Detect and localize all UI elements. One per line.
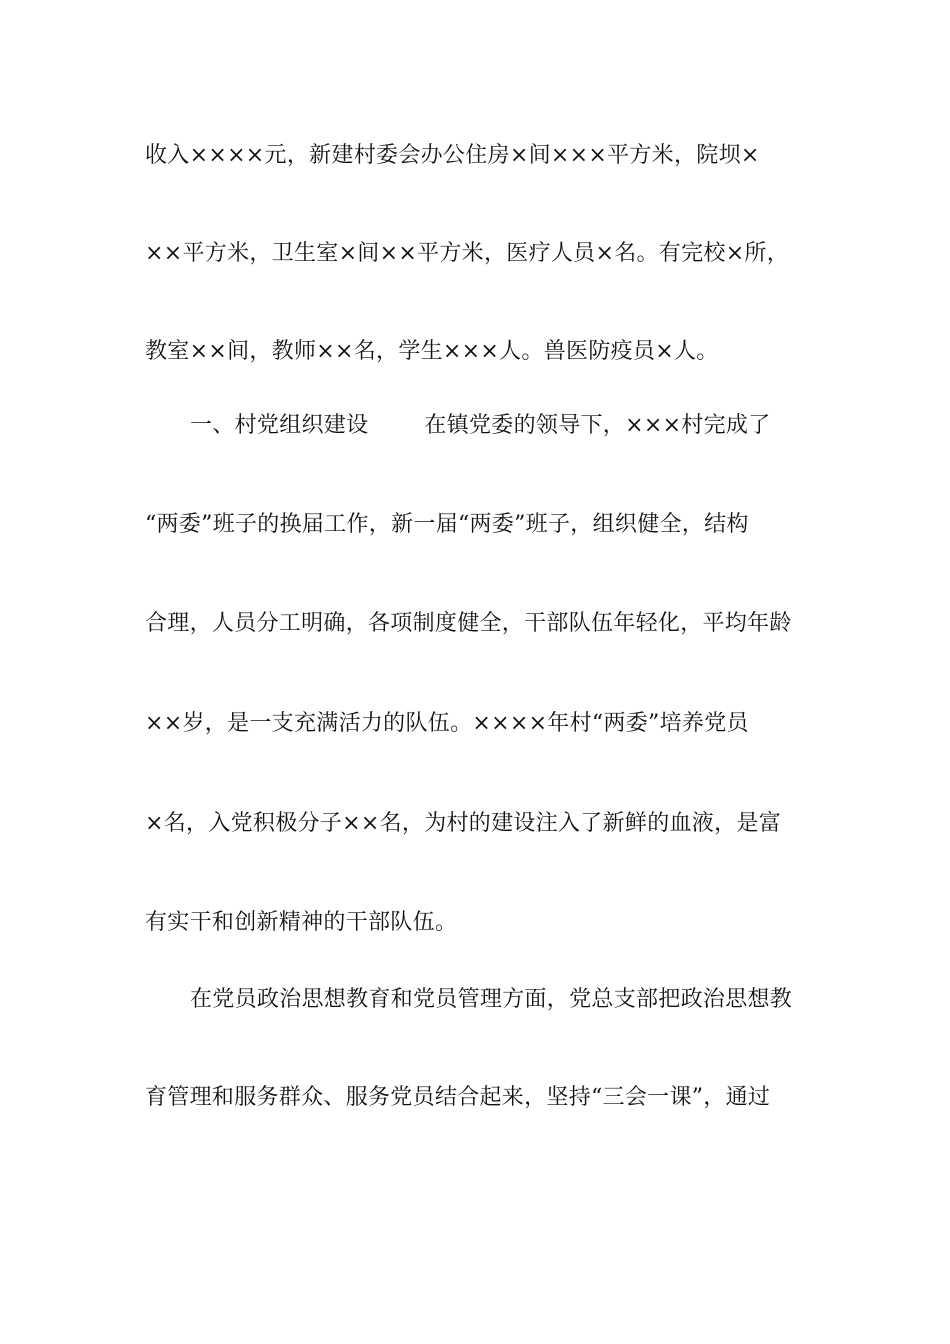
paragraph-line-7: ××岁，是一支充满活力的队伍。××××年村“两委”培养党员 [145, 711, 749, 736]
paragraph-line-8: ×名，入党积极分子××名，为村的建设注入了新鲜的血液，是富 [145, 811, 782, 836]
paragraph-line-5: “两委”班子的换届工作，新一届“两委”班子，组织健全，结构 [145, 512, 749, 537]
paragraph-line-6: 合理，人员分工明确，各项制度健全，干部队伍年轻化，平均年龄 [145, 611, 792, 636]
section-intro-text: 在镇党委的领导下，×××村完成了 [424, 413, 771, 438]
paragraph-line-1: 收入××××元，新建村委会办公住房×间×××平方米，院坝× [145, 143, 760, 168]
paragraph-line-9: 有实干和创新精神的干部队伍。 [145, 910, 458, 935]
paragraph-line-3: 教室××间，教师××名，学生×××人。兽医防疫员×人。 [145, 339, 719, 364]
paragraph-line-11: 育管理和服务群众、服务党员结合起来，坚持“三会一课”，通过 [145, 1085, 771, 1110]
section-heading: 一、村党组织建设 [190, 413, 369, 438]
paragraph-line-2: ××平方米，卫生室×间××平方米，医疗人员×名。有完校×所， [145, 241, 790, 266]
paragraph-line-10: 在党员政治思想教育和党员管理方面，党总支部把政治思想教 [190, 987, 793, 1012]
section-heading-line [190, 412, 771, 440]
